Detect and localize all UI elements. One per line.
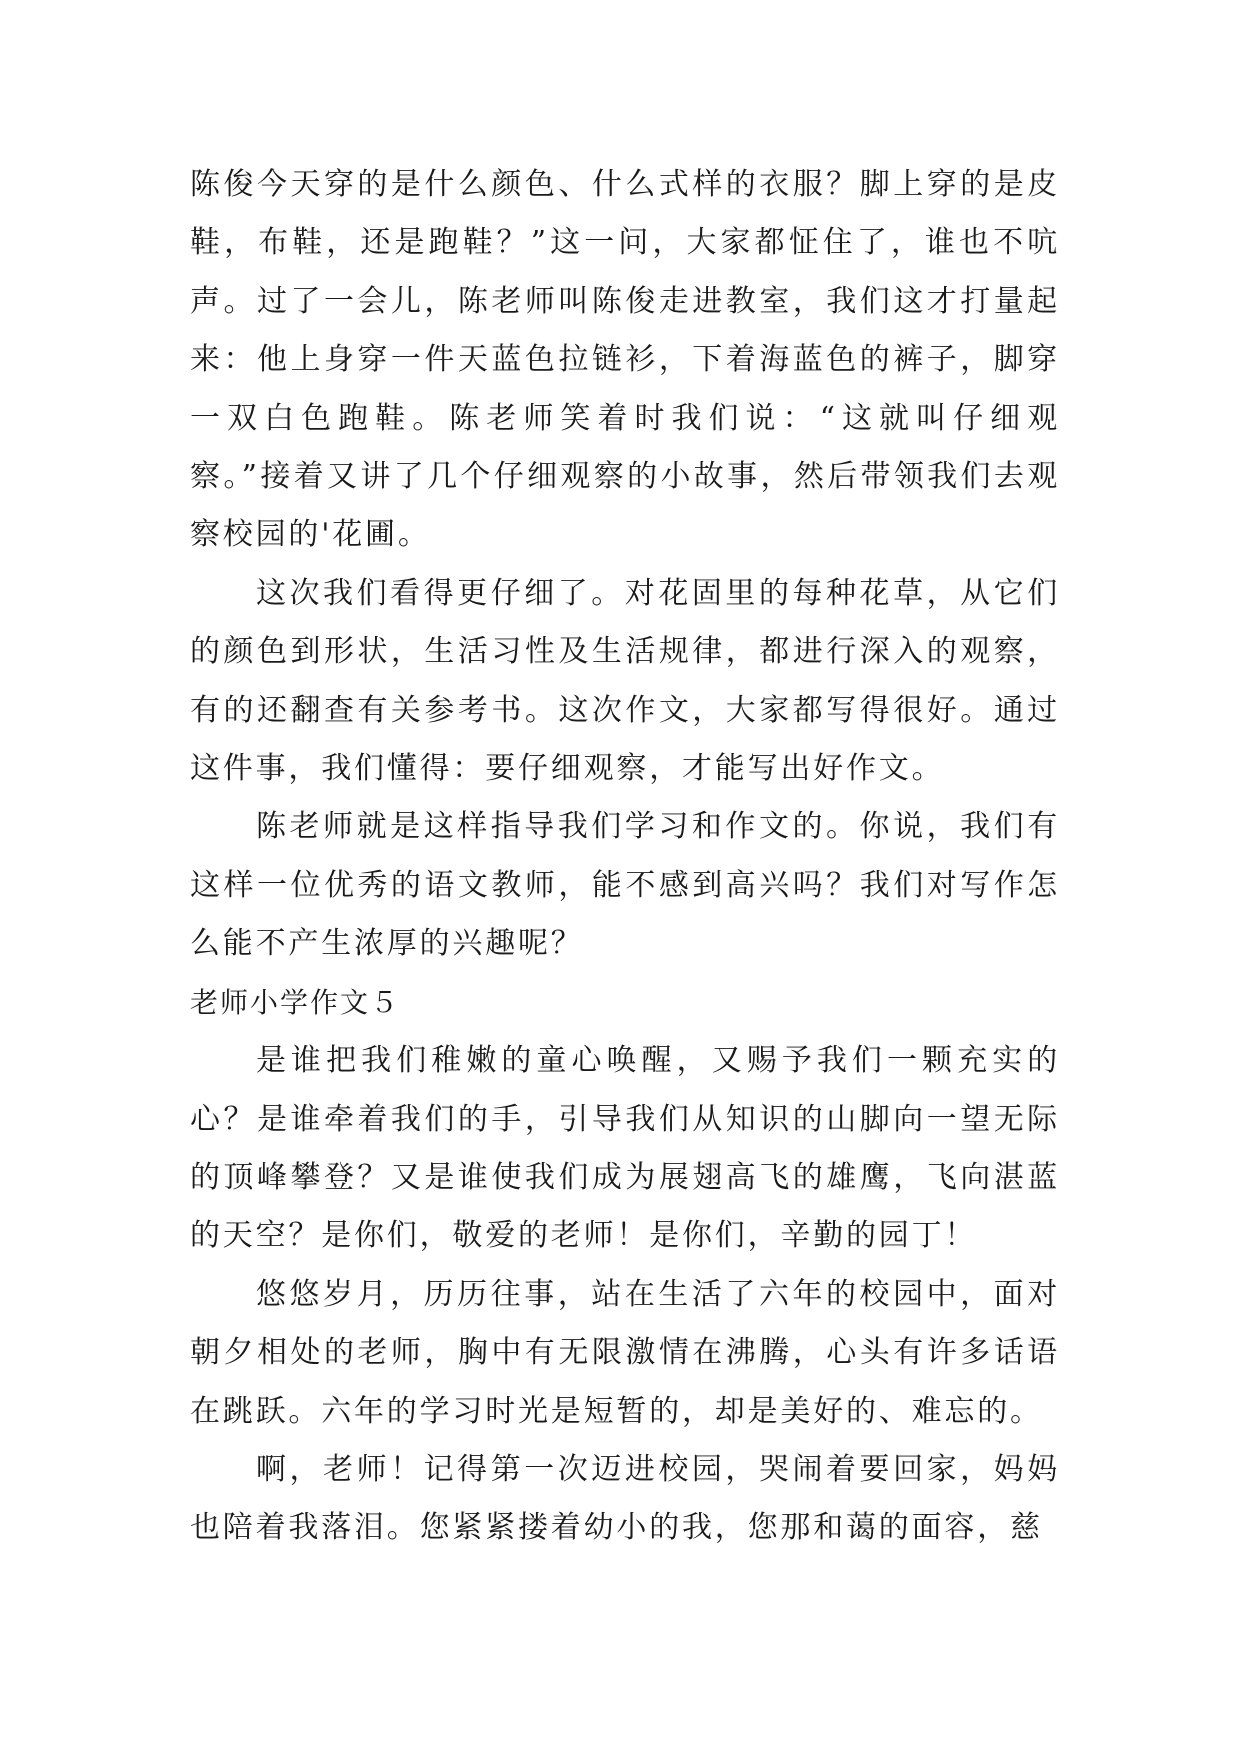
paragraph-continued: 陈俊今天穿的是什么颜色、什么式样的衣服？脚上穿的是皮鞋，布鞋，还是跑鞋？”这一问，大家都怔住了，谁也不吭声。过了一会儿，陈老师叫陈俊走进教室，我们这才打量起来：他上身穿一件天蓝色拉链衫，下着海蓝色的裤子，脚穿一双白色跑鞋。陈老师笑着时我们说：“这就叫仔细观察。”接着又讲了几个仔细观察的小故事，然后带领我们去观察校园的'花圃。 [190, 167, 1060, 553]
paragraph: 悠悠岁月，历历往事，站在生活了六年的校园中，面对朝夕相处的老师，胸中有无限激情在沸腾，心头有许多话语在跳跃。六年的学习时光是短暂的，却是美好的、难忘的。 [190, 1276, 1060, 1429]
paragraph: 陈老师就是这样指导我们学习和作文的。你说，我们有这样一位优秀的语文教师，能不感到高兴吗？我们对写作怎么能不产生浓厚的兴趣呢？ [190, 809, 1060, 962]
section-title: 老师小学作文５ [190, 985, 401, 1019]
paragraph: 是谁把我们稚嫩的童心唤醒，又赐予我们一颗充实的心？是谁牵着我们的手，引导我们从知识的山脚向一望无际的顶峰攀登？又是谁使我们成为展翅高飞的雄鹰，飞向湛蓝的天空？是你们，敬爱的老师！是你们，辛勤的园丁！ [190, 1043, 1060, 1254]
paragraph: 这次我们看得更仔细了。对花固里的每种花草，从它们的颜色到形状，生活习性及生活规律，都进行深入的观察，有的还翻查有关参考书。这次作文，大家都写得很好。通过这件事，我们懂得：要仔细观察，才能写出好作文。 [190, 575, 1060, 787]
document-body [190, 156, 1060, 1558]
paragraph: 啊，老师！记得第一次迈进校园，哭闹着要回家，妈妈也陪着我落泪。您紧紧搂着幼小的我，您那和蔼的面容，慈 [190, 1451, 1060, 1546]
